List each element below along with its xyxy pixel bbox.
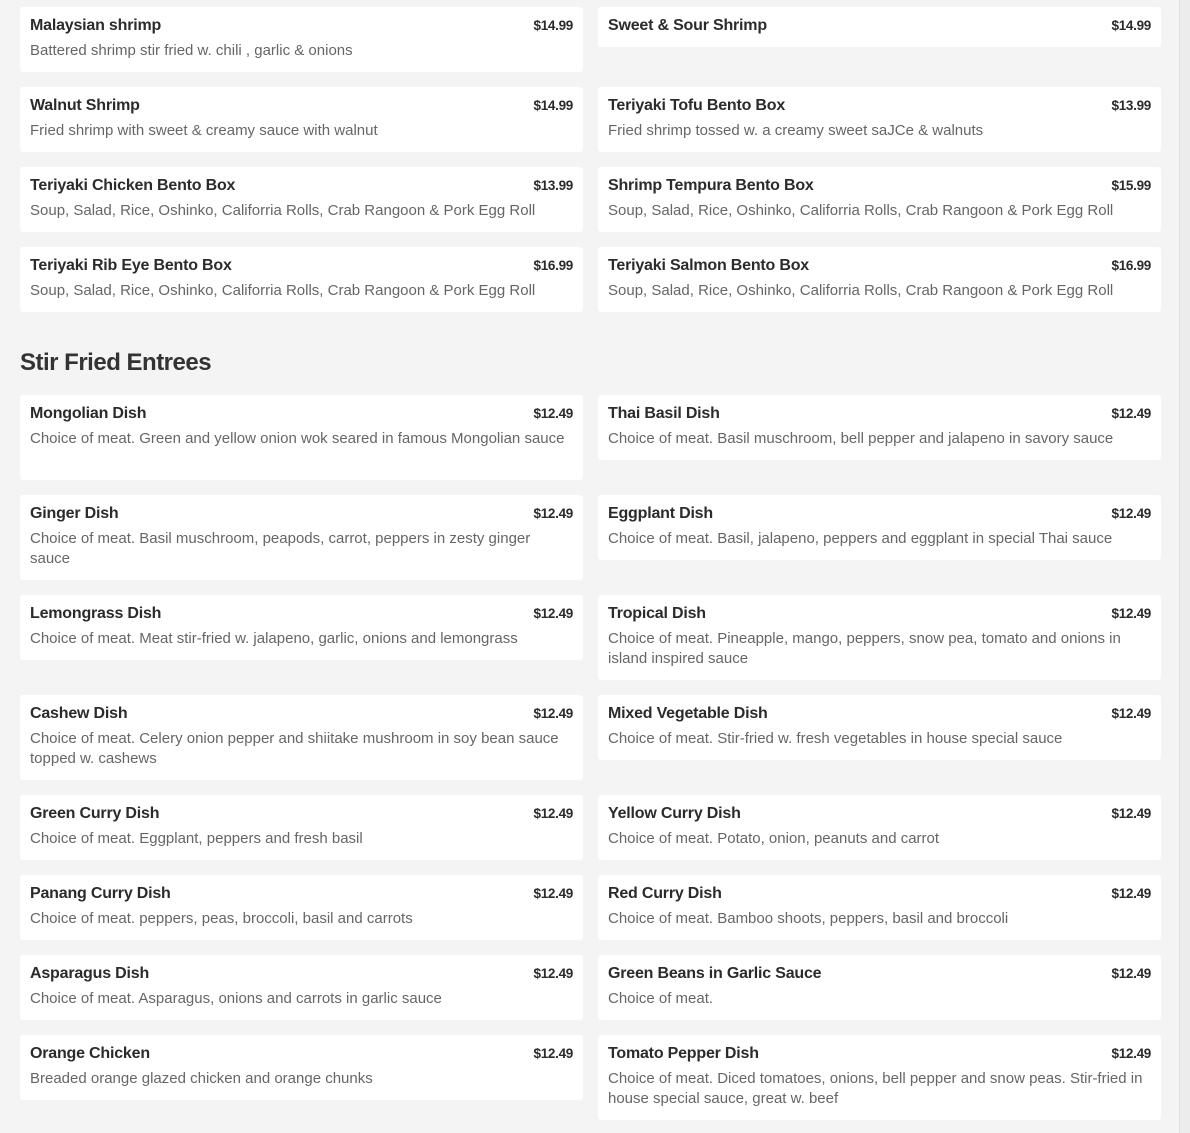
menu-item-card[interactable] — [20, 247, 583, 312]
menu-item-price: $12.49 — [533, 506, 573, 521]
menu-item-description: Fried shrimp with sweet & creamy sauce with walnut — [30, 122, 378, 139]
menu-item-card[interactable] — [20, 167, 583, 232]
menu-item-description: Choice of meat. Stir-fried w. fresh vegetables in house special sauce — [608, 730, 1063, 747]
menu-item-card[interactable] — [598, 595, 1161, 680]
menu-item-description: Choice of meat. Celery onion pepper and shiitake mushroom in soy bean sauce topped w. cashews — [30, 730, 559, 767]
menu-item-name: Yellow Curry Dish — [608, 805, 741, 822]
menu-item-name: Cashew Dish — [30, 705, 128, 722]
menu-item-card[interactable] — [20, 395, 583, 480]
menu-item-price: $14.99 — [533, 18, 573, 33]
menu-item-description: Choice of meat. Green and yellow onion wok seared in famous Mongolian sauce — [30, 430, 565, 447]
menu-item-price: $14.99 — [1111, 18, 1151, 33]
menu-item-description: Fried shrimp tossed w. a creamy sweet saJCe & walnuts — [608, 122, 984, 139]
menu-item-price: $12.49 — [1111, 506, 1151, 521]
menu-item-name: Orange Chicken — [30, 1045, 150, 1062]
menu-item-price: $12.49 — [1111, 966, 1151, 981]
menu-item-price: $12.49 — [1111, 606, 1151, 621]
menu-item-price: $16.99 — [1111, 258, 1151, 273]
menu-item-card[interactable] — [20, 495, 583, 580]
menu-item-card[interactable] — [598, 695, 1161, 760]
menu-item-name: Teriyaki Salmon Bento Box — [608, 257, 809, 274]
menu-item-name: Panang Curry Dish — [30, 885, 171, 902]
section-title: Stir Fried Entrees — [20, 349, 212, 376]
menu-item-description: Choice of meat. Diced tomatoes, onions, bell pepper and snow peas. Stir-fried in house special sauce, great w. beef — [608, 1070, 1143, 1107]
menu-item-price: $12.49 — [1111, 706, 1151, 721]
menu-item-name: Tropical Dish — [608, 605, 706, 622]
menu-item-description: Breaded orange glazed chicken and orange chunks — [30, 1070, 373, 1087]
menu-item-description: Choice of meat. Potato, onion, peanuts and carrot — [608, 830, 940, 847]
menu-item-name: Thai Basil Dish — [608, 405, 720, 422]
menu-item-price: $15.99 — [1111, 178, 1151, 193]
menu-item-name: Asparagus Dish — [30, 965, 150, 982]
menu-item-card[interactable] — [598, 167, 1161, 232]
menu-item-card[interactable] — [20, 795, 583, 860]
menu-item-name: Teriyaki Tofu Bento Box — [608, 97, 786, 114]
menu-item-price: $12.49 — [1111, 886, 1151, 901]
menu-item-description: Choice of meat. Eggplant, peppers and fresh basil — [30, 830, 363, 847]
menu-item-price: $12.49 — [533, 966, 573, 981]
menu-item-description: Choice of meat. Pineapple, mango, peppers, snow pea, tomato and onions in island inspired sauce — [608, 630, 1121, 667]
menu-item-description: Choice of meat. Basil muschroom, bell pepper and jalapeno in savory sauce — [608, 430, 1114, 447]
menu-item-description: Soup, Salad, Rice, Oshinko, Califorria Rolls, Crab Rangoon & Pork Egg Roll — [30, 202, 536, 219]
menu-item-card[interactable] — [20, 7, 583, 72]
menu-item-price: $16.99 — [533, 258, 573, 273]
menu-item-description: Soup, Salad, Rice, Oshinko, Califorria Rolls, Crab Rangoon & Pork Egg Roll — [608, 202, 1114, 219]
menu-item-description: Soup, Salad, Rice, Oshinko, Califorria Rolls, Crab Rangoon & Pork Egg Roll — [608, 282, 1114, 299]
menu-item-name: Ginger Dish — [30, 505, 119, 522]
menu-item-card[interactable] — [20, 1035, 583, 1100]
menu-item-description: Choice of meat. — [608, 990, 714, 1007]
menu-item-name: Mongolian Dish — [30, 405, 147, 422]
menu-item-name: Eggplant Dish — [608, 505, 713, 522]
menu-item-price: $12.49 — [533, 1046, 573, 1061]
menu-item-price: $14.99 — [533, 98, 573, 113]
menu-item-description: Choice of meat. Basil, jalapeno, peppers and eggplant in special Thai sauce — [608, 530, 1113, 547]
menu-item-description: Soup, Salad, Rice, Oshinko, Califorria Rolls, Crab Rangoon & Pork Egg Roll — [30, 282, 536, 299]
menu-item-card[interactable] — [598, 795, 1161, 860]
menu-item-card[interactable] — [598, 495, 1161, 560]
menu-item-price: $12.49 — [533, 606, 573, 621]
menu-item-price: $12.49 — [1111, 806, 1151, 821]
menu-item-name: Green Beans in Garlic Sauce — [608, 965, 822, 982]
menu-item-name: Shrimp Tempura Bento Box — [608, 177, 814, 194]
menu-item-card[interactable] — [20, 875, 583, 940]
menu-item-name: Tomato Pepper Dish — [608, 1045, 759, 1062]
menu-item-name: Sweet & Sour Shrimp — [608, 17, 767, 34]
menu-item-description: Battered shrimp stir fried w. chili , garlic & onions — [30, 42, 353, 59]
menu-item-card[interactable] — [598, 395, 1161, 460]
menu-item-name: Red Curry Dish — [608, 885, 722, 902]
menu-item-name: Malaysian shrimp — [30, 17, 162, 34]
menu-item-price: $12.49 — [533, 806, 573, 821]
menu-item-card[interactable] — [20, 87, 583, 152]
menu-item-price: $13.99 — [1111, 98, 1151, 113]
menu-item-card[interactable] — [20, 595, 583, 660]
menu-item-price: $12.49 — [533, 886, 573, 901]
menu-item-name: Teriyaki Rib Eye Bento Box — [30, 257, 232, 274]
menu-item-name: Lemongrass Dish — [30, 605, 162, 622]
menu-item-price: $12.49 — [533, 406, 573, 421]
menu-item-description: Choice of meat. Bamboo shoots, peppers, basil and broccoli — [608, 910, 1009, 927]
menu-item-description: Choice of meat. Basil muschroom, peapods, carrot, peppers in zesty ginger sauce — [30, 530, 531, 567]
menu-item-card[interactable] — [598, 875, 1161, 940]
menu-item-name: Walnut Shrimp — [30, 97, 140, 114]
menu-item-card[interactable] — [598, 1035, 1161, 1120]
menu-item-price: $12.49 — [533, 706, 573, 721]
menu-item-card[interactable] — [598, 247, 1161, 312]
menu-item-description: Choice of meat. Meat stir-fried w. jalapeno, garlic, onions and lemongrass — [30, 630, 518, 647]
menu-item-name: Teriyaki Chicken Bento Box — [30, 177, 236, 194]
menu-item-description: Choice of meat. Asparagus, onions and carrots in garlic sauce — [30, 990, 442, 1007]
menu-item-price: $13.99 — [533, 178, 573, 193]
menu-item-name: Mixed Vegetable Dish — [608, 705, 768, 722]
menu-item-name: Green Curry Dish — [30, 805, 160, 822]
menu-item-card[interactable] — [598, 87, 1161, 152]
menu-item-card[interactable] — [598, 7, 1161, 47]
menu-item-card[interactable] — [598, 955, 1161, 1020]
menu-item-price: $12.49 — [1111, 1046, 1151, 1061]
menu-item-card[interactable] — [20, 955, 583, 1020]
menu-item-price: $12.49 — [1111, 406, 1151, 421]
menu-item-card[interactable] — [20, 695, 583, 780]
scrollbar[interactable] — [1179, 0, 1190, 1133]
menu-item-description: Choice of meat. peppers, peas, broccoli, basil and carrots — [30, 910, 413, 927]
